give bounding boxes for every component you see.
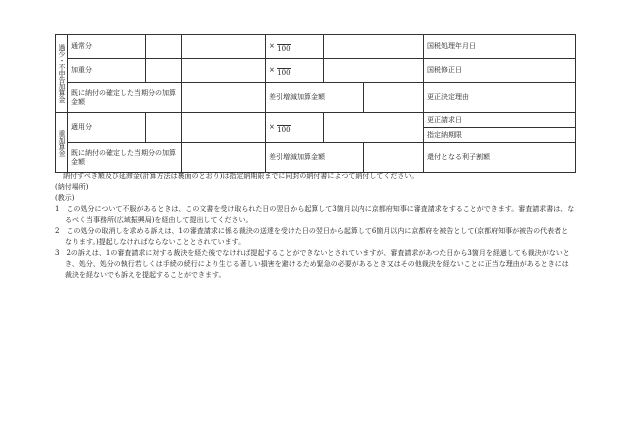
diff-amount: [364, 83, 424, 113]
payment-instruction: 納付すべき額及び延滞金(計算方法は裏面のとおり)は指定納期限までに同封の納付書によつて納付してください。: [63, 172, 419, 180]
reduction-header: 過少・不申告加算金: [56, 35, 68, 113]
payment-place: (納付場所): [55, 183, 89, 191]
diff-label-heavy: 差引増減加算金額: [266, 143, 364, 173]
notes-section: [55, 171, 575, 281]
added-cell-b: [182, 59, 266, 83]
applied-cell-b: [182, 113, 266, 143]
prior-label: 既に納付の確定した当期分の加算金額: [68, 83, 182, 113]
instruction-item-2: 2 この処分の取消しを求める訴えは、1の審査請求に係る裁決の送達を受けた日の翌日から起算して6箇月以内に京都府を被告として(京都府知事が被告の代表者となります。)提起しなければならないこととされています。: [55, 227, 569, 246]
times-sign: ×: [269, 66, 275, 74]
normal-cell-b: [182, 35, 266, 59]
prior-amount-heavy: [182, 143, 266, 173]
denominator: 100: [277, 45, 291, 53]
normal-rate: [266, 35, 324, 59]
normal-amount: [324, 35, 424, 59]
process-date-label: 国税処理年月日: [424, 35, 576, 59]
heavy-header: 重加算金: [56, 113, 68, 173]
denominator: 100: [277, 69, 291, 77]
deadline-label: 指定納期限: [424, 128, 576, 143]
normal-label: 通常分: [68, 35, 146, 59]
normal-cell-a: [146, 35, 182, 59]
instruction-heading: (教示): [55, 194, 75, 202]
applied-rate: [266, 113, 324, 143]
refund-interest-label: 還付となる利子割額: [424, 143, 576, 173]
times-sign: ×: [269, 42, 275, 50]
instruction-item-3: 3 2の訴えは、1の審査請求に対する裁決を経た後でなければ提起することができないとされていますが、審査請求があつた日から3箇月を経過しても裁決がないとき、処分、処分の執行若しくは手続の続行により生じる著しい損害を避けるため緊急の必要があるとき又はその他裁決を経ないことに正当な理由があるときには裁決を経ないでも訴えを提起することができます。: [55, 249, 570, 279]
times-sign: ×: [269, 123, 275, 131]
added-cell-a: [146, 59, 182, 83]
applied-cell-a: [146, 113, 182, 143]
diff-label: 差引増減加算金額: [266, 83, 364, 113]
penalty-table: [55, 34, 576, 173]
added-amount: [324, 59, 424, 83]
added-label: 加重分: [68, 59, 146, 83]
decision-reason-label: 更正決定理由: [424, 83, 576, 113]
revision-date-label: 国税修正日: [424, 59, 576, 83]
diff-amount-heavy: [364, 143, 424, 173]
applied-label: 適用分: [68, 113, 146, 143]
request-date-label: 更正請求日: [424, 113, 576, 128]
prior-amount: [182, 83, 266, 113]
denominator: 100: [277, 126, 291, 134]
added-rate: [266, 59, 324, 83]
prior-label-heavy: 既に納付の確定した当期分の加算金額: [68, 143, 182, 173]
applied-amount: [324, 113, 424, 143]
instruction-item-1: 1 この処分について不服があるときは、この文書を受け取られた日の翌日から起算して3箇月以内に京都府知事に審査請求をすることができます。審査請求書は、なるべく当事務所(広域振興局)を経由して提出してください。: [55, 205, 575, 224]
